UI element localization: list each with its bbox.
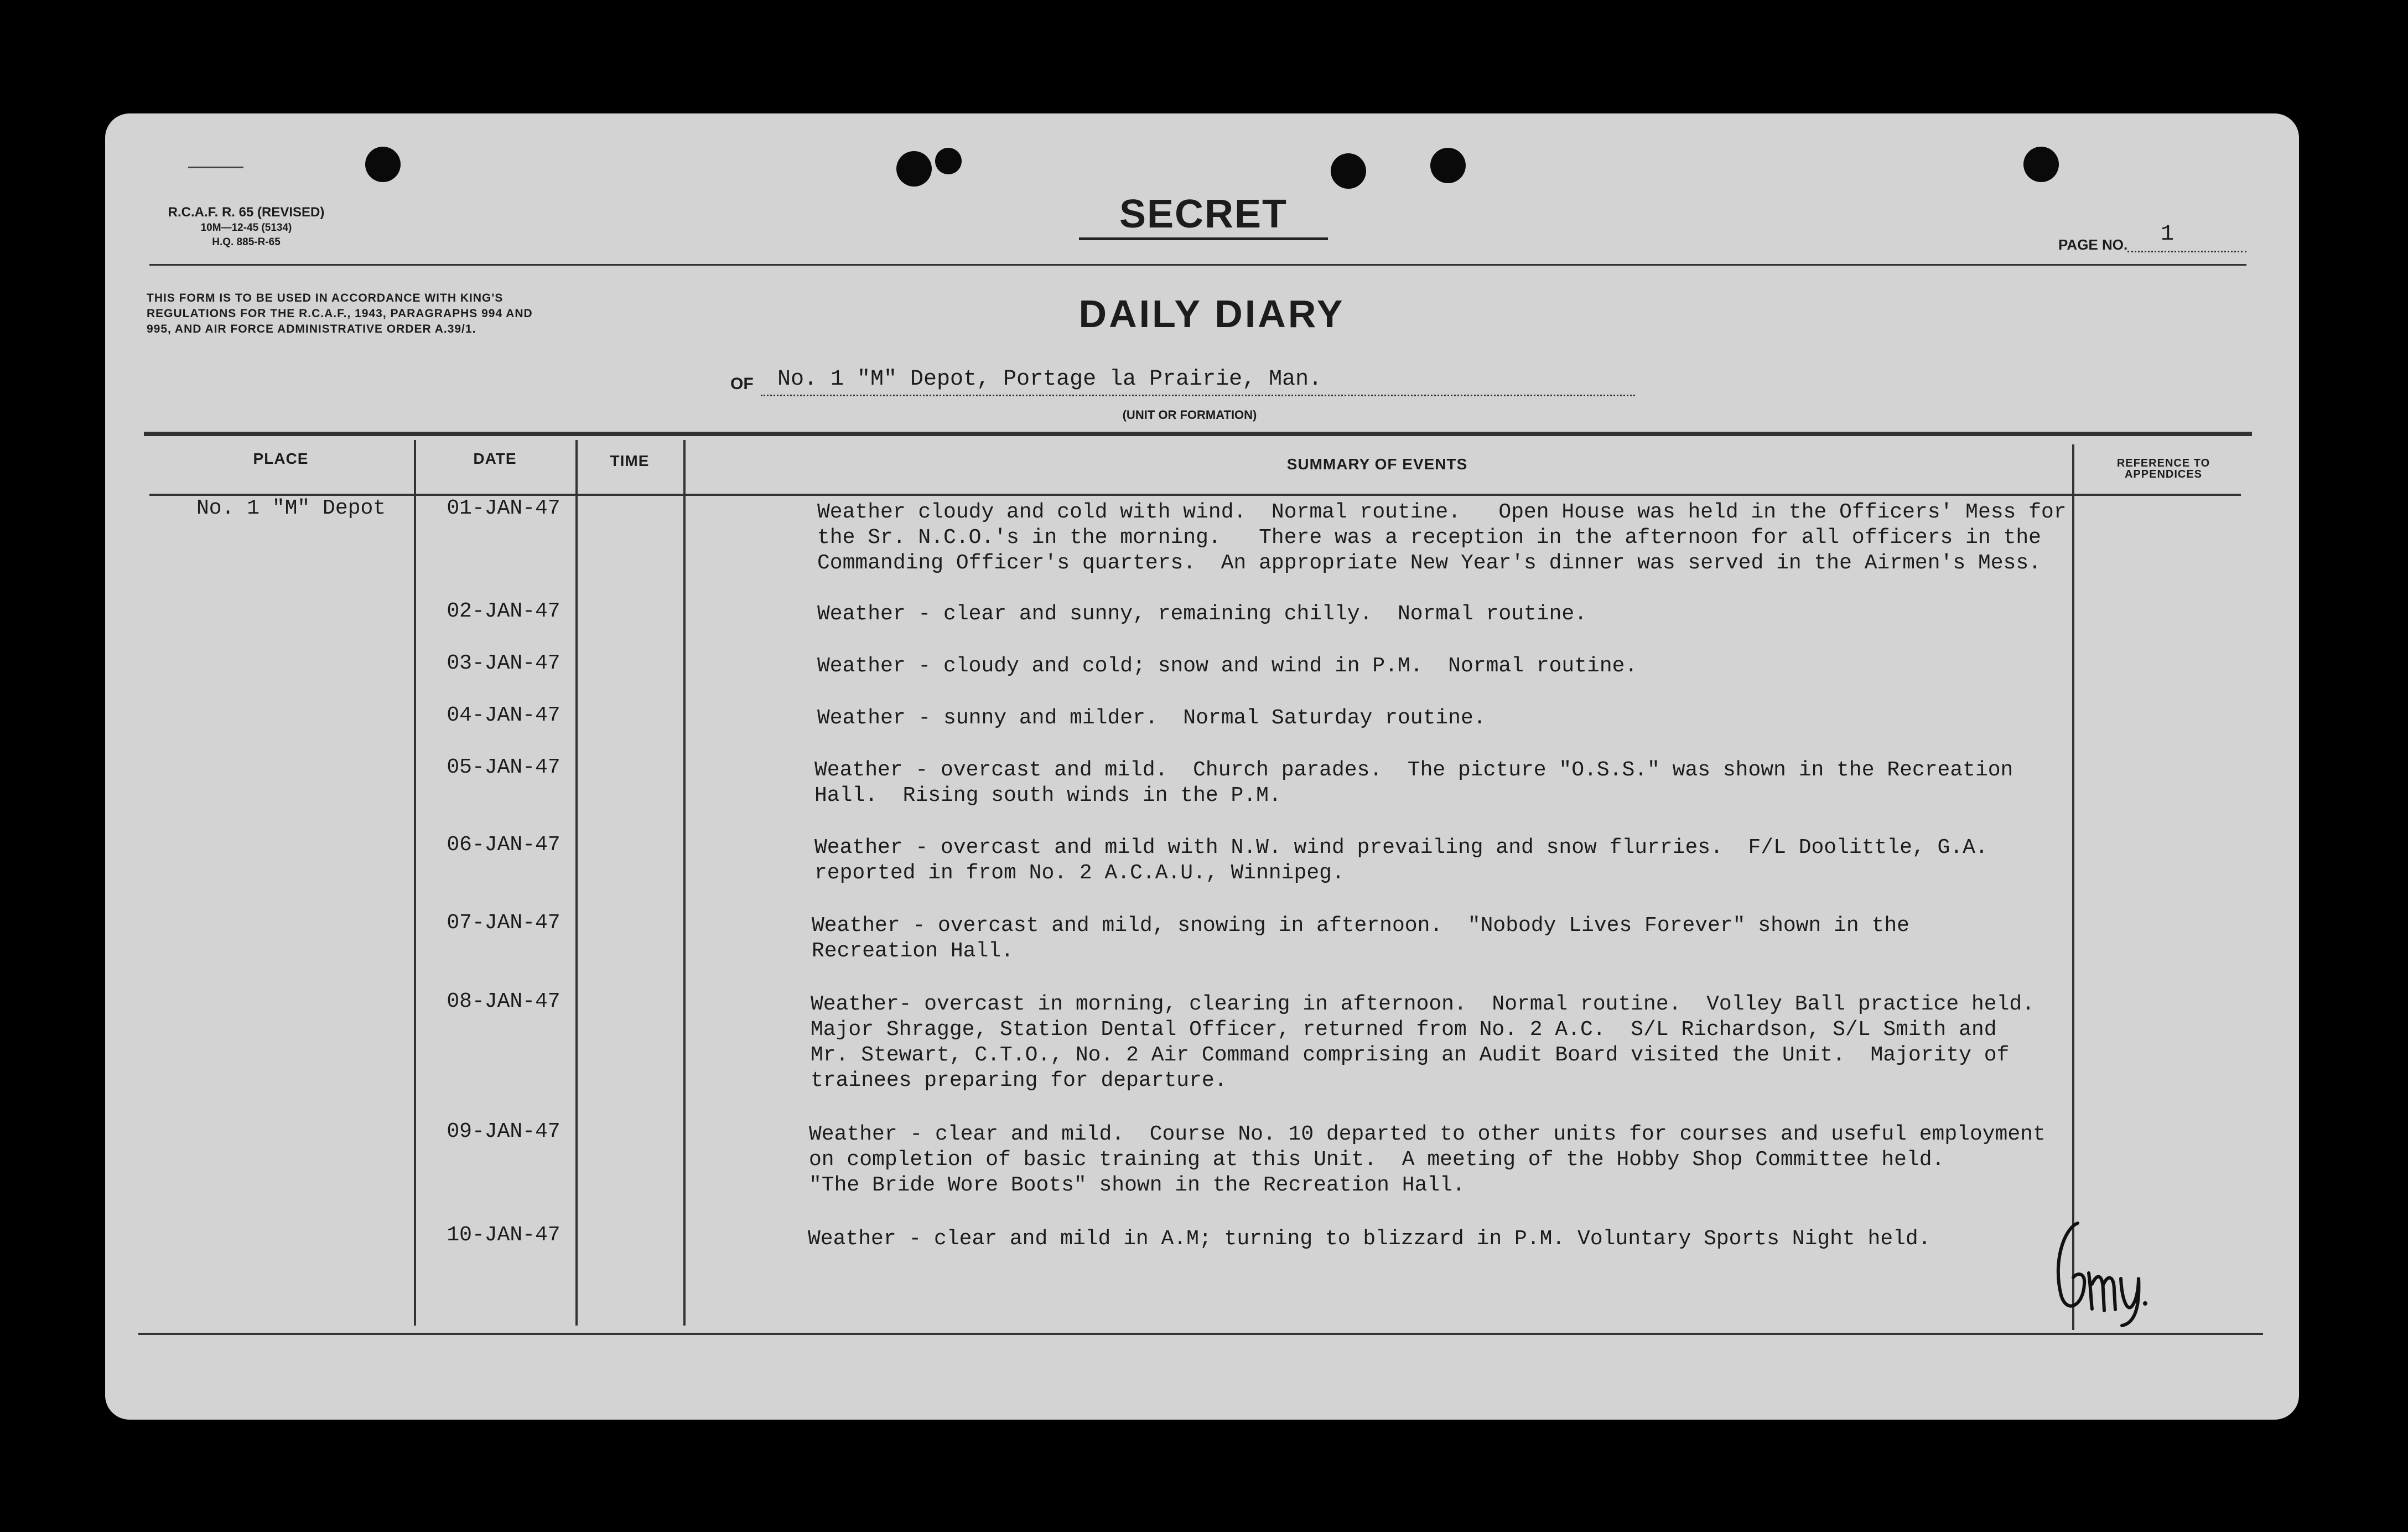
unit-underline — [761, 395, 1635, 396]
entry-text: Weather - clear and sunny, remaining chilly. Normal routine. — [817, 602, 1587, 626]
punch-hole — [1430, 148, 1466, 183]
print-code: 10M—12-45 (5134) — [200, 222, 292, 234]
column-header-date: DATE — [473, 450, 517, 467]
entry-date: 07-JAN-47 — [447, 911, 561, 935]
page-number: 1 — [2161, 222, 2175, 247]
table-bottom-rule — [138, 1333, 2263, 1335]
entry-date: 06-JAN-47 — [447, 833, 561, 857]
entry-date: 08-JAN-47 — [447, 990, 561, 1013]
entry-text: Weather- overcast in morning, clearing in afternoon. Normal routine. Volley Ball practice held. Major Shragge, Station Dental Officer, returned from No. 2 A.C. S/L Richardson, S/L Smith and Mr. Stewart, C.T.O., No. 2 Air Command comprising an Audit Board visited the Unit. Majority of trainees preparing for departure. — [811, 992, 2035, 1093]
entry-date: 04-JAN-47 — [447, 703, 561, 727]
entry-date: 03-JAN-47 — [447, 651, 561, 675]
diary-form — [105, 113, 2299, 1420]
unit-name: No. 1 "M" Depot, Portage la Prairie, Man. — [777, 367, 1322, 392]
table-top-rule — [144, 432, 2252, 436]
punch-hole — [896, 151, 932, 187]
signature-initials — [2044, 1212, 2150, 1328]
column-divider — [575, 440, 578, 1326]
page-title: DAILY DIARY — [1078, 292, 1345, 335]
form-instructions: THIS FORM IS TO BE USED IN ACCORDANCE WITH KING'S REGULATIONS FOR THE R.C.A.F., 1943, PARAGRAPHS 994 AND 995, AND AIR FORCE ADMINISTRATIVE ORDER A.39/1. — [147, 292, 533, 335]
entry-text: Weather - cloudy and cold; snow and wind in P.M. Normal routine. — [817, 654, 1638, 678]
entry-text: Weather - clear and mild. Course No. 10 departed to other units for courses and useful employment on completion of basic training at this Unit. A meeting of the Hobby Shop Committee held. "The Bride Wore Boots" shown in the Recreation Hall. — [809, 1122, 2046, 1197]
column-header-summary: SUMMARY OF EVENTS — [1286, 456, 1468, 473]
entry-text: Weather - clear and mild in A.M; turning to blizzard in P.M. Voluntary Sports Night held. — [808, 1227, 1931, 1251]
column-divider — [683, 440, 686, 1326]
column-header-place: PLACE — [253, 450, 309, 467]
entry-date: 09-JAN-47 — [447, 1120, 561, 1143]
entry-text: Weather - sunny and milder. Normal Saturday routine. — [817, 706, 1486, 730]
column-divider — [414, 440, 416, 1326]
entry-text: Weather cloudy and cold with wind. Normal routine. Open House was held in the Officers' Mess for the Sr. N.C.O.'s in the morning. There was a reception in the afternoon for all officers in the Commanding Officer's quarters. An appropriate New Year's dinner was served in the Airmen's Mess. — [817, 500, 2067, 575]
classification-label: SECRET — [1079, 191, 1328, 240]
entry-text: Weather - overcast and mild, snowing in afternoon. "Nobody Lives Forever" shown in the Recreation Hall. — [812, 914, 1909, 963]
punch-hole — [1331, 153, 1366, 189]
entry-text: Weather - overcast and mild. Church parades. The picture "O.S.S." was shown in the Recreation Hall. Rising south winds in the P.M. — [814, 758, 2013, 808]
entry-date: 05-JAN-47 — [447, 755, 561, 779]
form-number: R.C.A.F. R. 65 (REVISED) — [168, 205, 325, 220]
of-label: OF — [730, 375, 754, 393]
unit-caption: (UNIT OR FORMATION) — [1122, 408, 1257, 422]
pencil-mark — [188, 167, 243, 168]
entry-date: 10-JAN-47 — [447, 1223, 561, 1247]
punch-hole — [2023, 147, 2059, 182]
place-value: No. 1 "M" Depot — [196, 496, 386, 520]
table-header-rule — [149, 494, 2241, 496]
entry-date: 02-JAN-47 — [447, 599, 561, 623]
hq-code: H.Q. 885-R-65 — [212, 236, 281, 248]
header-rule — [149, 264, 2246, 266]
entry-text: Weather - overcast and mild with N.W. wind prevailing and snow flurries. F/L Doolittle, G.A. reported in from No. 2 A.C.A.U., Winnipeg. — [814, 836, 1988, 885]
page-number-line — [2127, 251, 2246, 252]
punch-hole — [365, 147, 401, 182]
entry-date: 01-JAN-47 — [447, 496, 561, 520]
column-header-time: TIME — [610, 452, 650, 469]
column-header-reference: REFERENCE TO APPENDICES — [2116, 457, 2210, 480]
punch-hole — [935, 148, 962, 174]
page-number-label: PAGE NO. — [2058, 236, 2128, 253]
